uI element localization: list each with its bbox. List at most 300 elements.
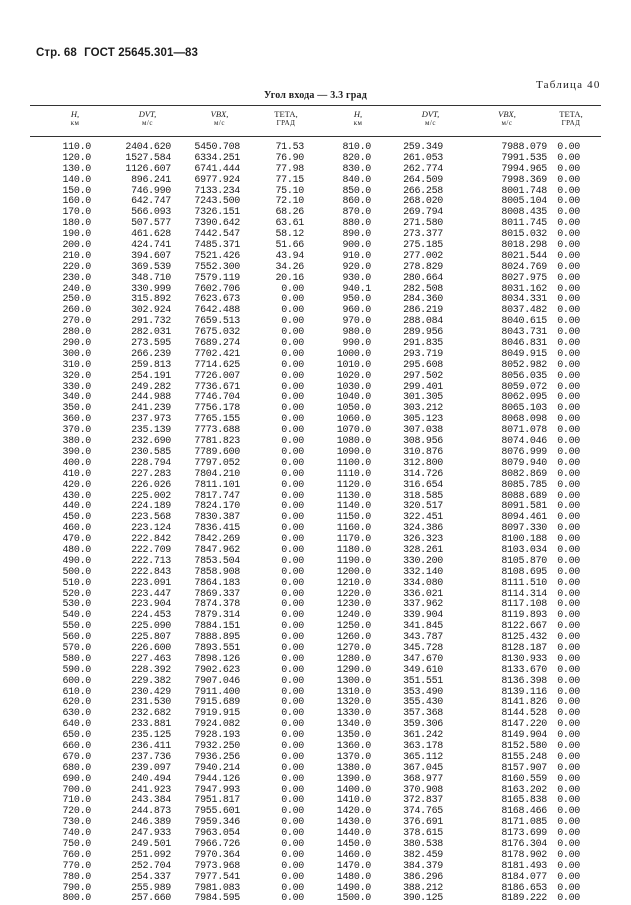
table-cell: 370.908 bbox=[403, 784, 443, 796]
table-cell: 8152.580 bbox=[501, 740, 547, 752]
table-cell: 7864.183 bbox=[194, 577, 240, 589]
table-cell: 1360.0 bbox=[336, 740, 371, 752]
table-cell: 0.00 bbox=[557, 152, 580, 164]
table-cell: 950.0 bbox=[342, 294, 371, 306]
table-cell: 0.00 bbox=[281, 403, 304, 415]
table-cell: 0.00 bbox=[557, 338, 580, 350]
table-cell: 0.00 bbox=[281, 751, 304, 763]
table-cell: 0.00 bbox=[557, 599, 580, 611]
table-cell: 8024.769 bbox=[501, 261, 547, 273]
table-cell: 8074.046 bbox=[501, 436, 547, 448]
table-cell: 620.0 bbox=[62, 697, 91, 709]
table-cell: 1030.0 bbox=[336, 381, 371, 393]
table-cell: 7442.547 bbox=[194, 229, 240, 241]
table-cell: 7623.673 bbox=[194, 294, 240, 306]
table-cell: 0.00 bbox=[557, 446, 580, 458]
table-cell: 930.0 bbox=[342, 272, 371, 284]
table-cell: 278.829 bbox=[403, 261, 443, 273]
table-cell: 0.00 bbox=[557, 555, 580, 567]
page-number: Стр. 68 bbox=[36, 47, 77, 59]
table-cell: 266.239 bbox=[131, 348, 171, 360]
table-cell: 330.200 bbox=[403, 555, 443, 567]
table-cell: 229.382 bbox=[131, 675, 171, 687]
table-cell: 232.682 bbox=[131, 708, 171, 720]
table-cell: 1050.0 bbox=[336, 403, 371, 415]
table-cell: 233.881 bbox=[131, 719, 171, 731]
table-cell: 0.00 bbox=[281, 305, 304, 317]
table-cell: 8111.510 bbox=[501, 577, 547, 589]
table-cell: 0.00 bbox=[557, 174, 580, 186]
table-cell: 760.0 bbox=[62, 849, 91, 861]
table-cell: 7552.300 bbox=[194, 261, 240, 273]
table-cell: 8149.904 bbox=[501, 730, 547, 742]
table-cell: 1460.0 bbox=[336, 849, 371, 861]
table-cell: 896.241 bbox=[131, 174, 171, 186]
table-cell: 7932.250 bbox=[194, 740, 240, 752]
table-cell: 7973.968 bbox=[194, 860, 240, 872]
left-dvt-header bbox=[120, 110, 175, 128]
table-cell: 530.0 bbox=[62, 599, 91, 611]
table-cell: 8049.915 bbox=[501, 348, 547, 360]
table-cell: 900.0 bbox=[342, 240, 371, 252]
table-cell: 0.00 bbox=[557, 773, 580, 785]
table-cell: 77.98 bbox=[275, 163, 304, 175]
table-cell: 326.323 bbox=[403, 534, 443, 546]
table-cell: 312.800 bbox=[403, 457, 443, 469]
table-cell: 0.00 bbox=[557, 544, 580, 556]
table-cell: 190.0 bbox=[62, 229, 91, 241]
table-cell: 7836.415 bbox=[194, 523, 240, 535]
table-cell: 8018.298 bbox=[501, 240, 547, 252]
table-cell: 0.00 bbox=[557, 860, 580, 872]
table-number: Таблица 40 bbox=[536, 79, 601, 91]
table-cell: 8097.330 bbox=[501, 523, 547, 535]
table-cell: 420.0 bbox=[62, 479, 91, 491]
table-cell: 388.212 bbox=[403, 882, 443, 894]
header-top-rule bbox=[30, 105, 601, 106]
table-cell: 110.0 bbox=[62, 142, 91, 153]
table-cell: 0.00 bbox=[281, 675, 304, 687]
left-h-header-title: H, bbox=[70, 109, 80, 119]
table-cell: 8015.032 bbox=[501, 229, 547, 241]
table-cell: 920.0 bbox=[342, 261, 371, 273]
left-vbx-header-unit: м/с bbox=[214, 119, 225, 127]
table-cell: 360.0 bbox=[62, 414, 91, 426]
table-cell: 71.53 bbox=[275, 142, 304, 153]
table-cell: 8171.085 bbox=[501, 817, 547, 829]
table-cell: 0.00 bbox=[557, 632, 580, 644]
table-cell: 286.219 bbox=[403, 305, 443, 317]
right-teta-header bbox=[548, 110, 594, 128]
table-cell: 8125.432 bbox=[501, 632, 547, 644]
table-cell: 0.00 bbox=[557, 479, 580, 491]
table-cell: 0.00 bbox=[557, 240, 580, 252]
table-cell: 7888.895 bbox=[194, 632, 240, 644]
table-cell: 282.031 bbox=[131, 327, 171, 339]
table-cell: 1220.0 bbox=[336, 588, 371, 600]
table-cell: 34.26 bbox=[275, 261, 304, 273]
right-dvt-header-title: DVT, bbox=[421, 109, 440, 119]
table-cell: 7940.214 bbox=[194, 762, 240, 774]
table-cell: 0.00 bbox=[281, 849, 304, 861]
table-cell: 394.607 bbox=[131, 250, 171, 262]
table-cell: 7824.170 bbox=[194, 501, 240, 513]
table-cell: 0.00 bbox=[557, 348, 580, 360]
table-cell: 261.053 bbox=[403, 152, 443, 164]
table-cell: 0.00 bbox=[281, 664, 304, 676]
table-cell: 334.080 bbox=[403, 577, 443, 589]
table-cell: 1527.584 bbox=[125, 152, 171, 164]
table-cell: 1270.0 bbox=[336, 642, 371, 654]
table-cell: 8130.933 bbox=[501, 653, 547, 665]
table-cell: 480.0 bbox=[62, 544, 91, 556]
table-cell: 7642.488 bbox=[194, 305, 240, 317]
table-cell: 0.00 bbox=[281, 642, 304, 654]
standard-number: ГОСТ 25645.301—83 bbox=[84, 47, 199, 59]
right-vbx-column bbox=[501, 143, 547, 905]
table-cell: 680.0 bbox=[62, 762, 91, 774]
table-cell: 507.577 bbox=[131, 218, 171, 230]
table-cell: 520.0 bbox=[62, 588, 91, 600]
table-cell: 0.00 bbox=[281, 577, 304, 589]
table-cell: 7789.600 bbox=[194, 446, 240, 458]
table-cell: 0.00 bbox=[281, 610, 304, 622]
table-cell: 230.0 bbox=[62, 272, 91, 284]
table-cell: 180.0 bbox=[62, 218, 91, 230]
table-cell: 8040.615 bbox=[501, 316, 547, 328]
table-cell: 0.00 bbox=[557, 893, 580, 905]
table-cell: 305.123 bbox=[403, 414, 443, 426]
table-cell: 224.453 bbox=[131, 610, 171, 622]
table-cell: 0.00 bbox=[557, 795, 580, 807]
table-cell: 257.660 bbox=[131, 893, 171, 905]
table-cell: 1440.0 bbox=[336, 828, 371, 840]
table-cell: 227.283 bbox=[131, 468, 171, 480]
table-cell: 140.0 bbox=[62, 174, 91, 186]
table-cell: 7847.962 bbox=[194, 544, 240, 556]
table-cell: 230.585 bbox=[131, 446, 171, 458]
table-cell: 51.66 bbox=[275, 240, 304, 252]
table-cell: 8059.072 bbox=[501, 381, 547, 393]
table-cell: 0.00 bbox=[281, 860, 304, 872]
table-cell: 8068.098 bbox=[501, 414, 547, 426]
table-cell: 7988.079 bbox=[501, 142, 547, 153]
table-cell: 6741.444 bbox=[194, 163, 240, 175]
table-cell: 351.551 bbox=[403, 675, 443, 687]
table-cell: 223.568 bbox=[131, 512, 171, 524]
table-cell: 1320.0 bbox=[336, 697, 371, 709]
table-cell: 1500.0 bbox=[336, 893, 371, 905]
table-cell: 222.843 bbox=[131, 566, 171, 578]
table-cell: 8108.695 bbox=[501, 566, 547, 578]
table-cell: 0.00 bbox=[557, 817, 580, 829]
table-cell: 430.0 bbox=[62, 490, 91, 502]
table-cell: 0.00 bbox=[281, 523, 304, 535]
table-cell: 380.538 bbox=[403, 839, 443, 850]
right-dvt-column bbox=[403, 143, 443, 905]
table-cell: 8165.838 bbox=[501, 795, 547, 807]
table-cell: 7963.054 bbox=[194, 828, 240, 840]
table-cell: 259.813 bbox=[131, 359, 171, 371]
table-cell: 0.00 bbox=[281, 653, 304, 665]
table-cell: 1380.0 bbox=[336, 762, 371, 774]
table-cell: 300.0 bbox=[62, 348, 91, 360]
table-cell: 376.691 bbox=[403, 817, 443, 829]
table-cell: 0.00 bbox=[557, 740, 580, 752]
table-cell: 0.00 bbox=[557, 457, 580, 469]
table-cell: 7797.052 bbox=[194, 457, 240, 469]
table-cell: 660.0 bbox=[62, 740, 91, 752]
table-cell: 58.12 bbox=[275, 229, 304, 241]
table-cell: 8147.220 bbox=[501, 719, 547, 731]
table-cell: 7998.369 bbox=[501, 174, 547, 186]
page-header bbox=[36, 47, 198, 59]
table-cell: 0.00 bbox=[281, 316, 304, 328]
left-dvt-header-unit: м/с bbox=[142, 119, 153, 127]
table-cell: 246.389 bbox=[131, 817, 171, 829]
table-cell: 0.00 bbox=[557, 839, 580, 850]
table-cell: 7902.623 bbox=[194, 664, 240, 676]
table-cell: 0.00 bbox=[281, 806, 304, 818]
table-cell: 240.0 bbox=[62, 283, 91, 295]
table-cell: 0.00 bbox=[557, 762, 580, 774]
table-cell: 7951.817 bbox=[194, 795, 240, 807]
table-cell: 7947.993 bbox=[194, 784, 240, 796]
table-cell: 0.00 bbox=[557, 697, 580, 709]
table-cell: 0.00 bbox=[557, 708, 580, 720]
table-cell: 8189.222 bbox=[501, 893, 547, 905]
left-teta-header bbox=[263, 110, 309, 128]
table-cell: 0.00 bbox=[281, 446, 304, 458]
table-cell: 400.0 bbox=[62, 457, 91, 469]
table-cell: 0.00 bbox=[557, 719, 580, 731]
table-cell: 1400.0 bbox=[336, 784, 371, 796]
table-cell: 1200.0 bbox=[336, 566, 371, 578]
table-cell: 440.0 bbox=[62, 501, 91, 513]
table-cell: 1060.0 bbox=[336, 414, 371, 426]
table-cell: 350.0 bbox=[62, 403, 91, 415]
table-cell: 8076.999 bbox=[501, 446, 547, 458]
table-cell: 295.608 bbox=[403, 359, 443, 371]
table-cell: 8144.528 bbox=[501, 708, 547, 720]
table-cell: 330.0 bbox=[62, 381, 91, 393]
table-cell: 7765.155 bbox=[194, 414, 240, 426]
table-cell: 1110.0 bbox=[336, 468, 371, 480]
table-cell: 359.306 bbox=[403, 719, 443, 731]
table-cell: 7326.151 bbox=[194, 207, 240, 219]
table-cell: 1250.0 bbox=[336, 621, 371, 633]
table-cell: 232.690 bbox=[131, 436, 171, 448]
table-cell: 8181.493 bbox=[501, 860, 547, 872]
table-cell: 0.00 bbox=[281, 762, 304, 774]
table-cell: 8079.940 bbox=[501, 457, 547, 469]
table-cell: 0.00 bbox=[281, 730, 304, 742]
table-cell: 8001.748 bbox=[501, 185, 547, 197]
table-cell: 223.447 bbox=[131, 588, 171, 600]
table-cell: 8008.435 bbox=[501, 207, 547, 219]
left-vbx-column bbox=[194, 143, 240, 905]
table-cell: 268.020 bbox=[403, 196, 443, 208]
table-cell: 7970.364 bbox=[194, 849, 240, 861]
table-cell: 630.0 bbox=[62, 708, 91, 720]
table-cell: 1260.0 bbox=[336, 632, 371, 644]
table-cell: 0.00 bbox=[557, 250, 580, 262]
right-vbx-header bbox=[478, 110, 536, 128]
table-cell: 970.0 bbox=[342, 316, 371, 328]
table-cell: 0.00 bbox=[557, 686, 580, 698]
table-cell: 7874.378 bbox=[194, 599, 240, 611]
table-cell: 0.00 bbox=[281, 512, 304, 524]
table-cell: 7977.541 bbox=[194, 871, 240, 883]
table-cell: 0.00 bbox=[281, 632, 304, 644]
table-cell: 1020.0 bbox=[336, 370, 371, 382]
table-cell: 1410.0 bbox=[336, 795, 371, 807]
table-cell: 7984.595 bbox=[194, 893, 240, 905]
table-cell: 0.00 bbox=[557, 359, 580, 371]
table-cell: 8046.831 bbox=[501, 338, 547, 350]
table-cell: 8168.466 bbox=[501, 806, 547, 818]
table-cell: 500.0 bbox=[62, 566, 91, 578]
table-cell: 0.00 bbox=[557, 142, 580, 153]
table-cell: 820.0 bbox=[342, 152, 371, 164]
table-cell: 7936.256 bbox=[194, 751, 240, 763]
table-cell: 7390.642 bbox=[194, 218, 240, 230]
table-cell: 0.00 bbox=[557, 283, 580, 295]
table-cell: 1430.0 bbox=[336, 817, 371, 829]
table-cell: 7924.082 bbox=[194, 719, 240, 731]
table-cell: 8082.869 bbox=[501, 468, 547, 480]
table-cell: 68.26 bbox=[275, 207, 304, 219]
table-cell: 320.517 bbox=[403, 501, 443, 513]
table-cell: 0.00 bbox=[557, 642, 580, 654]
table-cell: 235.139 bbox=[131, 425, 171, 437]
table-cell: 8005.104 bbox=[501, 196, 547, 208]
left-h-header-unit: км bbox=[70, 119, 80, 127]
table-cell: 7966.726 bbox=[194, 839, 240, 850]
table-cell: 353.490 bbox=[403, 686, 443, 698]
right-teta-header-title: ТЕТА, bbox=[559, 109, 583, 119]
table-cell: 8105.870 bbox=[501, 555, 547, 567]
table-cell: 222.842 bbox=[131, 534, 171, 546]
right-teta-header-unit: ГРАД bbox=[561, 119, 581, 127]
table-cell: 0.00 bbox=[557, 381, 580, 393]
table-cell: 0.00 bbox=[281, 882, 304, 894]
table-cell: 470.0 bbox=[62, 534, 91, 546]
table-cell: 76.90 bbox=[275, 152, 304, 164]
table-cell: 1150.0 bbox=[336, 512, 371, 524]
table-cell: 228.392 bbox=[131, 664, 171, 676]
table-cell: 160.0 bbox=[62, 196, 91, 208]
table-cell: 226.026 bbox=[131, 479, 171, 491]
table-cell: 7981.083 bbox=[194, 882, 240, 894]
table-cell: 241.239 bbox=[131, 403, 171, 415]
table-cell: 6334.251 bbox=[194, 152, 240, 164]
table-cell: 1130.0 bbox=[336, 490, 371, 502]
table-cell: 8155.248 bbox=[501, 751, 547, 763]
table-cell: 0.00 bbox=[281, 501, 304, 513]
table-cell: 8052.982 bbox=[501, 359, 547, 371]
table-cell: 0.00 bbox=[557, 871, 580, 883]
table-cell: 339.904 bbox=[403, 610, 443, 622]
table-cell: 8141.826 bbox=[501, 697, 547, 709]
table-cell: 266.258 bbox=[403, 185, 443, 197]
table-cell: 0.00 bbox=[557, 512, 580, 524]
table-cell: 7869.337 bbox=[194, 588, 240, 600]
table-cell: 280.664 bbox=[403, 272, 443, 284]
right-teta-column bbox=[557, 143, 580, 905]
table-cell: 1180.0 bbox=[336, 544, 371, 556]
table-cell: 720.0 bbox=[62, 806, 91, 818]
table-cell: 347.670 bbox=[403, 653, 443, 665]
table-cell: 367.045 bbox=[403, 762, 443, 774]
table-cell: 7991.535 bbox=[501, 152, 547, 164]
table-cell: 600.0 bbox=[62, 675, 91, 687]
table-cell: 550.0 bbox=[62, 621, 91, 633]
table-cell: 301.305 bbox=[403, 392, 443, 404]
table-cell: 810.0 bbox=[342, 142, 371, 153]
table-cell: 384.379 bbox=[403, 860, 443, 872]
table-cell: 8178.902 bbox=[501, 849, 547, 861]
table-cell: 337.962 bbox=[403, 599, 443, 611]
table-cell: 249.501 bbox=[131, 839, 171, 850]
table-cell: 390.125 bbox=[403, 893, 443, 905]
table-cell: 1450.0 bbox=[336, 839, 371, 850]
table-cell: 1140.0 bbox=[336, 501, 371, 513]
table-cell: 374.765 bbox=[403, 806, 443, 818]
table-cell: 0.00 bbox=[281, 283, 304, 295]
table-cell: 0.00 bbox=[281, 338, 304, 350]
table-cell: 0.00 bbox=[557, 675, 580, 687]
table-cell: 302.924 bbox=[131, 305, 171, 317]
table-cell: 1310.0 bbox=[336, 686, 371, 698]
table-cell: 0.00 bbox=[557, 882, 580, 894]
table-cell: 254.337 bbox=[131, 871, 171, 883]
table-cell: 7243.500 bbox=[194, 196, 240, 208]
table-cell: 7928.193 bbox=[194, 730, 240, 742]
table-cell: 282.508 bbox=[403, 283, 443, 295]
table-caption: Угол входа — 3.3 град bbox=[264, 90, 367, 101]
left-teta-header-unit: ГРАД bbox=[276, 119, 296, 127]
table-cell: 226.600 bbox=[131, 642, 171, 654]
table-cell: 0.00 bbox=[557, 751, 580, 763]
table-cell: 7919.915 bbox=[194, 708, 240, 720]
table-cell: 247.933 bbox=[131, 828, 171, 840]
table-cell: 8157.907 bbox=[501, 762, 547, 774]
table-cell: 130.0 bbox=[62, 163, 91, 175]
table-cell: 0.00 bbox=[557, 806, 580, 818]
table-cell: 1230.0 bbox=[336, 599, 371, 611]
table-cell: 7994.965 bbox=[501, 163, 547, 175]
table-cell: 0.00 bbox=[281, 555, 304, 567]
left-vbx-header bbox=[192, 110, 247, 128]
table-cell: 0.00 bbox=[557, 185, 580, 197]
table-cell: 0.00 bbox=[557, 414, 580, 426]
table-cell: 7853.504 bbox=[194, 555, 240, 567]
table-cell: 1390.0 bbox=[336, 773, 371, 785]
table-cell: 7521.426 bbox=[194, 250, 240, 262]
right-dvt-header-unit: м/с bbox=[425, 119, 436, 127]
table-cell: 386.296 bbox=[403, 871, 443, 883]
table-cell: 368.977 bbox=[403, 773, 443, 785]
table-cell: 7675.032 bbox=[194, 327, 240, 339]
table-cell: 0.00 bbox=[281, 479, 304, 491]
table-cell: 940.1 bbox=[342, 283, 371, 295]
table-cell: 890.0 bbox=[342, 229, 371, 241]
table-cell: 343.787 bbox=[403, 632, 443, 644]
right-vbx-header-title: VBX, bbox=[498, 109, 516, 119]
table-cell: 0.00 bbox=[281, 294, 304, 306]
table-cell: 7773.688 bbox=[194, 425, 240, 437]
